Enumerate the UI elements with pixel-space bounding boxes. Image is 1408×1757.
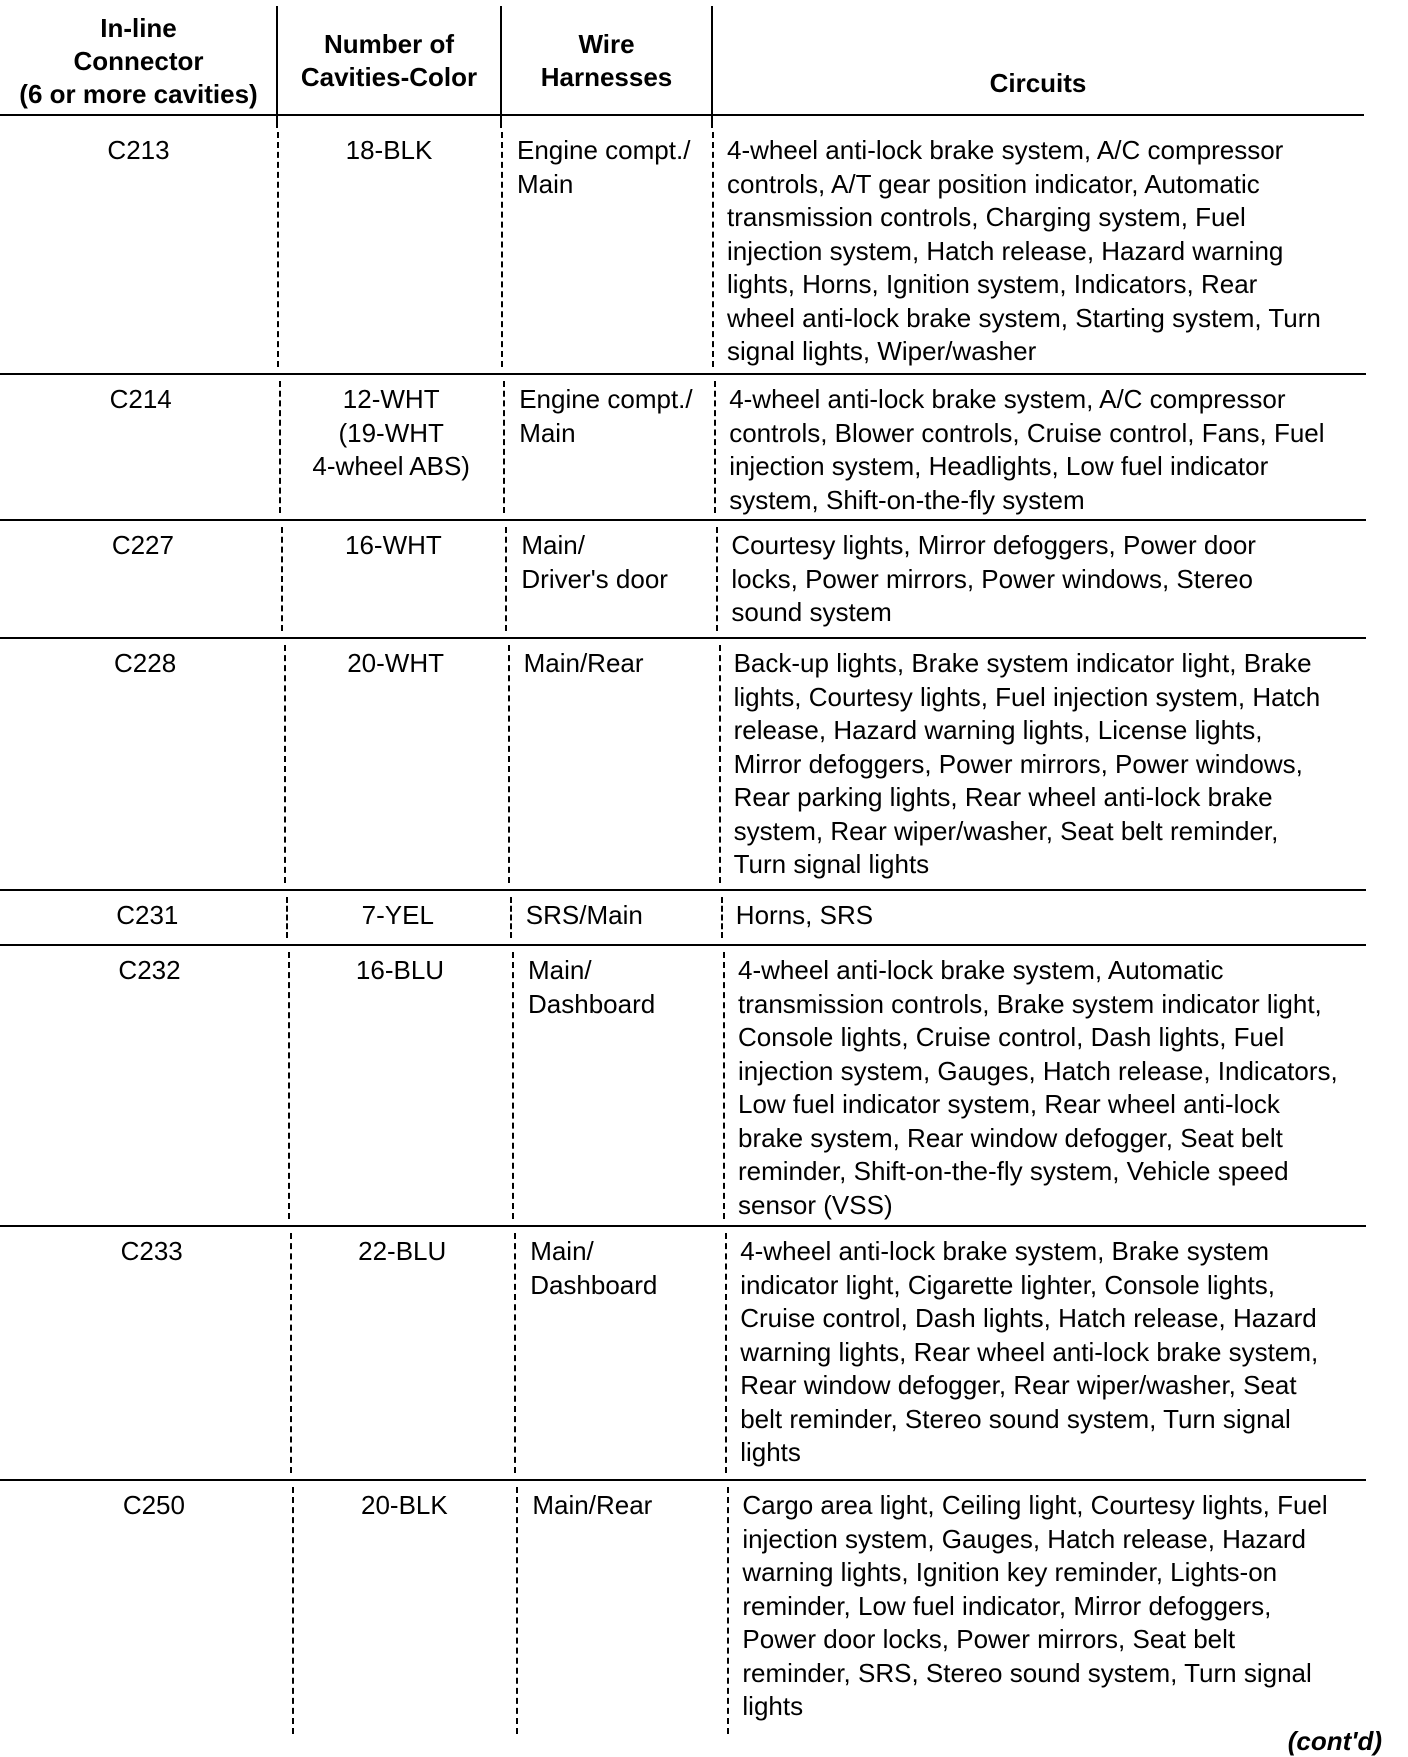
- harness-cell: [530, 1235, 725, 1302]
- column-divider: [714, 381, 716, 513]
- row-divider: [0, 373, 1366, 375]
- circuits-line: Cargo area light, Ceiling light, Courtesy lights, Fuel: [742, 1490, 1328, 1520]
- row-divider: [0, 1479, 1366, 1481]
- circuits-line: Cruise control, Dash lights, Hatch release, Hazard: [740, 1303, 1317, 1333]
- cavities-line: 20-BLK: [361, 1490, 448, 1520]
- connector-cell: C214: [109, 384, 172, 414]
- circuits-line: system, Shift-on-the-fly system: [729, 484, 1085, 515]
- circuits-cell: [731, 529, 1408, 630]
- harness-line: Dashboard: [530, 1269, 658, 1300]
- header-text: In-line: [100, 12, 177, 43]
- column-divider: [514, 1233, 516, 1473]
- column-divider: [505, 527, 507, 631]
- circuits-line: release, Hazard warning lights, License lights,: [733, 715, 1263, 745]
- harness-line: Main/: [530, 1236, 594, 1266]
- connector-cell: C227: [111, 530, 174, 560]
- header-divider: [276, 6, 278, 128]
- circuits-line: lights: [742, 1691, 804, 1721]
- row-divider: [0, 1225, 1366, 1227]
- circuits-line: 4-wheel anti-lock brake system, A/C compressor: [729, 384, 1286, 414]
- circuits-cell: [734, 647, 1408, 882]
- circuits-cell: [727, 134, 1407, 369]
- column-divider: [512, 952, 514, 1219]
- header-cavities: [277, 0, 501, 122]
- circuits-line: injection system, Gauges, Hatch release, Indicators,: [738, 1055, 1338, 1086]
- circuits-line: warning lights, Ignition key reminder, Lights-on: [742, 1557, 1278, 1587]
- row-divider: [0, 637, 1366, 639]
- header-circuits: [712, 0, 1364, 144]
- circuits-line: reminder, SRS, Stereo sound system, Turn signal: [742, 1657, 1312, 1688]
- harness-cell: [532, 1489, 727, 1523]
- connector-cell: C250: [122, 1490, 185, 1520]
- column-divider: [727, 1487, 729, 1734]
- circuits-line: controls, Blower controls, Cruise control, Fans, Fuel: [729, 417, 1325, 448]
- circuits-line: lights, Courtesy lights, Fuel injection system, Hatch: [733, 681, 1321, 712]
- cavities-cell: [281, 529, 505, 563]
- harness-line: SRS/Main: [525, 900, 643, 930]
- circuits-line: 4-wheel anti-lock brake system, Brake system: [740, 1236, 1270, 1266]
- circuits-line: system, Rear wiper/washer, Seat belt reminder,: [733, 815, 1279, 846]
- circuits-line: Courtesy lights, Mirror defoggers, Power door: [731, 530, 1256, 560]
- cavities-cell: [279, 383, 503, 484]
- connector-cell: C228: [114, 648, 177, 678]
- harness-line: Main/: [528, 955, 592, 985]
- column-divider: [503, 381, 505, 513]
- column-divider: [288, 952, 290, 1219]
- cavities-line: (19-WHT: [338, 417, 444, 448]
- harness-cell: [526, 899, 721, 933]
- harness-cell: [519, 383, 714, 450]
- cavities-cell: [290, 1235, 514, 1269]
- cavities-line: 20-WHT: [347, 648, 444, 678]
- circuits-line: sound system: [731, 597, 892, 627]
- cavities-cell: [277, 134, 501, 168]
- cavities-cell: [284, 647, 508, 681]
- cavities-line: 22-BLU: [358, 1236, 447, 1266]
- harness-cell: [517, 134, 712, 201]
- circuits-line: reminder, Shift-on-the-fly system, Vehicle speed: [738, 1156, 1289, 1186]
- cavities-cell: [288, 954, 512, 988]
- connector-cell: C233: [120, 1236, 183, 1266]
- column-divider: [284, 645, 286, 883]
- circuits-line: Horns, SRS: [735, 900, 874, 930]
- cavities-cell: [286, 899, 510, 933]
- circuits-line: controls, A/T gear position indicator, Automatic: [727, 168, 1260, 199]
- circuits-line: lights, Horns, Ignition system, Indicators, Rear: [727, 269, 1258, 299]
- harness-line: Driver's door: [521, 563, 668, 594]
- connector-cell: C231: [116, 900, 179, 930]
- circuits-line: indicator light, Cigarette lighter, Console lights,: [740, 1269, 1275, 1300]
- circuits-line: locks, Power mirrors, Power windows, Stereo: [731, 563, 1253, 594]
- circuits-line: brake system, Rear window defogger, Seat belt: [738, 1122, 1283, 1153]
- header-text: Circuits: [989, 67, 1087, 98]
- circuits-line: sensor (VSS): [738, 1189, 893, 1220]
- connector-cell: C213: [107, 135, 170, 165]
- column-divider: [508, 645, 510, 883]
- row-divider: [0, 519, 1366, 521]
- circuits-line: Turn signal lights: [733, 849, 930, 879]
- column-divider: [516, 1487, 518, 1734]
- harness-line: Dashboard: [528, 988, 656, 1019]
- header-text: Number of: [324, 29, 454, 59]
- harness-cell: [521, 529, 716, 596]
- circuits-line: transmission controls, Brake system indicator light,: [738, 988, 1322, 1019]
- cavities-line: 4-wheel ABS): [312, 451, 470, 481]
- circuits-line: Power door locks, Power mirrors, Seat belt: [742, 1624, 1236, 1654]
- header-divider: [711, 6, 713, 128]
- circuits-line: Back-up lights, Brake system indicator light, Brake: [733, 648, 1312, 678]
- circuits-line: warning lights, Rear wheel anti-lock brake system,: [740, 1336, 1319, 1367]
- harness-cell: [524, 647, 719, 681]
- circuits-cell: [742, 1489, 1408, 1724]
- cavities-line: 18-BLK: [345, 135, 433, 165]
- cavities-cell: [292, 1489, 516, 1523]
- row-divider: [0, 114, 1364, 116]
- column-divider: [712, 132, 714, 367]
- circuits-cell: [738, 954, 1408, 1222]
- circuits-line: injection system, Headlights, Low fuel indicator: [729, 451, 1269, 481]
- header-divider: [500, 6, 502, 128]
- circuits-line: lights: [740, 1437, 801, 1467]
- harness-line: Main/: [521, 530, 585, 560]
- harness-line: Engine compt./: [519, 384, 693, 414]
- column-divider: [719, 645, 721, 883]
- cavities-line: 7-YEL: [361, 900, 434, 930]
- circuits-line: injection system, Hatch release, Hazard warning: [727, 235, 1284, 266]
- circuits-line: Console lights, Cruise control, Dash lights, Fuel: [738, 1022, 1285, 1052]
- circuits-line: wheel anti-lock brake system, Starting system, Turn: [727, 302, 1321, 333]
- circuits-cell: [729, 383, 1408, 517]
- circuits-line: Low fuel indicator system, Rear wheel anti-lock: [738, 1089, 1280, 1119]
- harness-line: Main: [519, 417, 576, 448]
- column-divider: [716, 527, 718, 631]
- header-text: (6 or more cavities): [19, 78, 258, 109]
- harness-line: Engine compt./: [517, 135, 691, 165]
- circuits-line: Mirror defoggers, Power mirrors, Power windows,: [733, 748, 1303, 779]
- row-divider: [0, 944, 1366, 946]
- column-divider: [290, 1233, 292, 1473]
- column-divider: [725, 1233, 727, 1473]
- header-text: Connector: [73, 45, 204, 76]
- harness-cell: [528, 954, 723, 1021]
- continued-label: (cont'd): [1287, 1726, 1382, 1756]
- circuits-cell: [736, 899, 1408, 933]
- circuits-line: 4-wheel anti-lock brake system, A/C compressor: [727, 135, 1284, 165]
- circuits-line: transmission controls, Charging system, Fuel: [727, 202, 1246, 232]
- cavities-line: 16-BLU: [355, 955, 445, 985]
- circuits-line: 4-wheel anti-lock brake system, Automatic: [738, 955, 1224, 985]
- column-divider: [510, 897, 512, 938]
- harness-line: Main: [517, 168, 574, 199]
- circuits-line: signal lights, Wiper/washer: [727, 336, 1037, 366]
- row-divider: [0, 889, 1366, 891]
- circuits-line: belt reminder, Stereo sound system, Turn signal: [740, 1403, 1291, 1434]
- connector-cell: C232: [118, 955, 181, 985]
- cavities-line: 12-WHT: [342, 384, 440, 414]
- circuits-line: Rear window defogger, Rear wiper/washer, Seat: [740, 1370, 1297, 1400]
- circuits-line: reminder, Low fuel indicator, Mirror defoggers,: [742, 1590, 1272, 1621]
- cavities-line: 16-WHT: [345, 530, 442, 560]
- column-divider: [721, 897, 723, 938]
- header-harnesses: [501, 0, 712, 122]
- harness-line: Main/Rear: [532, 1490, 653, 1520]
- header-connector: [0, 0, 277, 122]
- column-divider: [723, 952, 725, 1219]
- harness-line: Main/Rear: [523, 648, 644, 678]
- column-divider: [501, 132, 503, 367]
- column-divider: [292, 1487, 294, 1734]
- header-text: Cavities-Color: [300, 62, 478, 92]
- header-text: Wire: [578, 29, 635, 59]
- circuits-line: injection system, Gauges, Hatch release, Hazard: [742, 1523, 1306, 1554]
- circuits-line: Rear parking lights, Rear wheel anti-lock brake: [733, 782, 1273, 812]
- circuits-cell: [740, 1235, 1408, 1470]
- header-text: Harnesses: [540, 62, 673, 92]
